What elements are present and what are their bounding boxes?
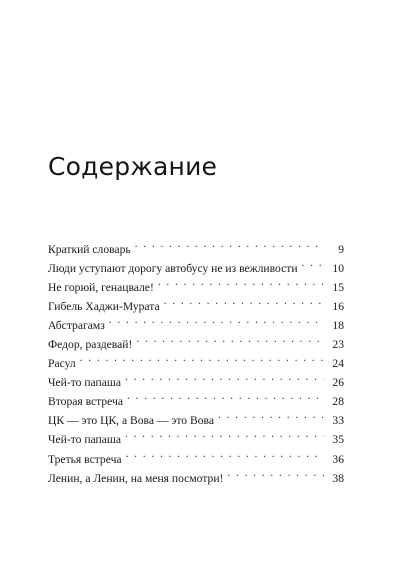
toc-entry-page: 9: [338, 243, 344, 256]
toc-entry-title: Чей-то папаша: [48, 433, 121, 447]
toc-entry-page: 10: [332, 262, 344, 276]
toc-entry-title: ЦК — это ЦК, а Вова — это Вова: [48, 414, 214, 428]
toc-entry-page: 26: [332, 376, 344, 390]
dot-leader: [164, 291, 324, 310]
toc-entry-page: 16: [332, 300, 344, 314]
toc-entry-page: 28: [332, 395, 344, 409]
page-title: Содержание: [48, 152, 218, 181]
toc-entry-title: Люди уступают дорогу автобусу не из вежливости: [48, 262, 298, 276]
toc-entry-page: 36: [332, 452, 344, 466]
dot-leader: [136, 329, 324, 348]
toc-entry-title: Третья встреча: [48, 452, 122, 466]
dot-leader: [127, 386, 324, 405]
dot-leader: [80, 348, 324, 367]
table-of-contents: [48, 234, 344, 485]
toc-entry-page: 38: [332, 471, 344, 485]
toc-entry-page: 33: [332, 414, 344, 428]
toc-entry-title: Краткий словарь: [48, 243, 131, 256]
toc-entry: [48, 367, 344, 390]
dot-leader: [125, 367, 324, 386]
toc-entry-page: 23: [332, 338, 344, 352]
toc-entry-title: Не горюй, генацвале!: [48, 281, 154, 295]
dot-leader: [302, 253, 324, 272]
dot-leader: [218, 405, 324, 424]
toc-entry-title: Вторая встреча: [48, 395, 124, 409]
dot-leader: [125, 424, 324, 443]
toc-entry-title: Абстрагамз: [48, 319, 105, 333]
toc-entry-title: Расул: [48, 357, 76, 371]
toc-entry-title: Гибель Хаджи-Мурата: [48, 300, 160, 314]
toc-entry: [48, 234, 344, 256]
toc-entry-page: 35: [332, 433, 344, 447]
toc-entry-title: Чей-то папаша: [48, 376, 121, 390]
dot-leader: [227, 463, 324, 482]
dot-leader: [158, 272, 324, 291]
dot-leader: [135, 234, 324, 253]
toc-entry-page: 24: [332, 357, 344, 371]
toc-entry: [48, 348, 344, 371]
dot-leader: [109, 310, 324, 329]
toc-entry-page: 15: [332, 281, 344, 295]
dot-leader: [126, 444, 324, 463]
toc-entry-title: Федор, раздевай!: [48, 338, 133, 352]
toc-entry-page: 18: [332, 319, 344, 333]
toc-entry-title: Ленин, а Ленин, на меня посмотри!: [48, 471, 224, 485]
